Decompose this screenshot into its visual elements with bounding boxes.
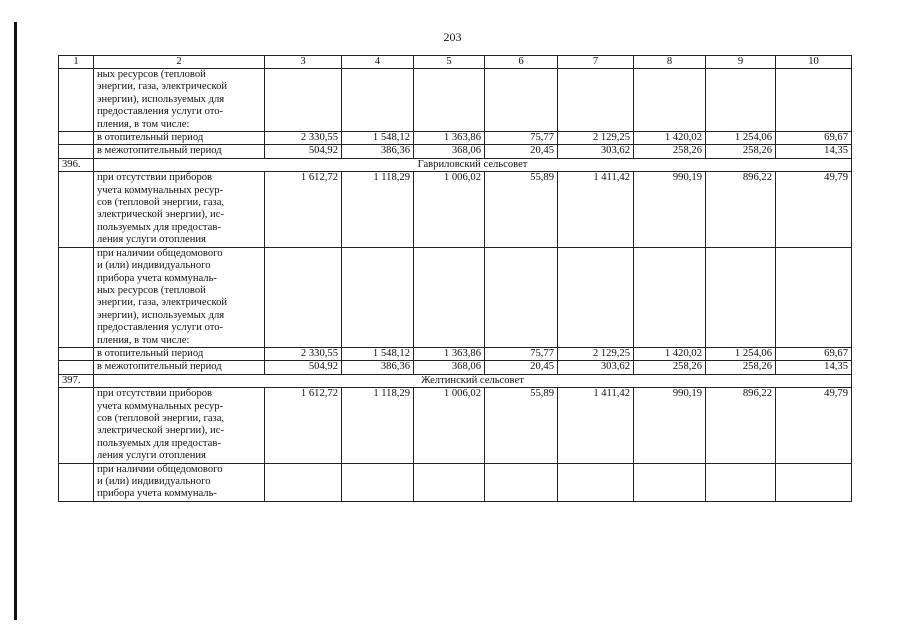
row-number-cell [59, 172, 94, 247]
value-cell: 49,79 [776, 172, 852, 247]
row-description: в межотопительный период [94, 145, 265, 158]
value-cell: 303,62 [558, 361, 634, 374]
row-number-cell [59, 347, 94, 360]
value-cell: 504,92 [265, 145, 342, 158]
description-line: сов (тепловой энергии, газа, [97, 412, 225, 424]
value-cell: 1 420,02 [634, 347, 706, 360]
section-number: 396. [59, 158, 94, 171]
description-line: энергии), используемых для [97, 309, 225, 321]
description-line: предоставления услуги ото- [97, 106, 224, 118]
value-cell: 1 411,42 [558, 388, 634, 463]
description-line: пользуемых для предостав- [97, 437, 221, 449]
tariff-table [58, 55, 852, 502]
value-cell [414, 463, 485, 501]
row-number-cell [59, 247, 94, 347]
row-description [94, 463, 265, 501]
value-cell: 1 548,12 [342, 132, 414, 145]
description-line: предоставления услуги ото- [97, 322, 224, 334]
column-header: 9 [706, 56, 776, 69]
value-cell [265, 69, 342, 132]
section-number: 397. [59, 374, 94, 387]
value-cell: 386,36 [342, 145, 414, 158]
column-header: 6 [485, 56, 558, 69]
value-cell: 1 363,86 [414, 347, 485, 360]
value-cell [776, 69, 852, 132]
table-body [59, 69, 852, 502]
row-number-cell [59, 388, 94, 463]
row-description: в межотопительный период [94, 361, 265, 374]
row-description [94, 172, 265, 247]
section-row [59, 158, 852, 171]
column-header: 4 [342, 56, 414, 69]
value-cell: 303,62 [558, 145, 634, 158]
value-cell [414, 247, 485, 347]
value-cell: 1 006,02 [414, 388, 485, 463]
value-cell: 75,77 [485, 132, 558, 145]
value-cell: 69,67 [776, 347, 852, 360]
value-cell [634, 69, 706, 132]
value-cell: 990,19 [634, 172, 706, 247]
value-cell [706, 247, 776, 347]
description-line: пользуемых для предостав- [97, 221, 221, 233]
description-row [59, 69, 852, 132]
value-cell [342, 247, 414, 347]
description-row [59, 463, 852, 501]
row-description: в отопительный период [94, 347, 265, 360]
value-cell: 2 129,25 [558, 132, 634, 145]
value-cell: 368,06 [414, 361, 485, 374]
value-cell: 1 411,42 [558, 172, 634, 247]
value-cell: 1 548,12 [342, 347, 414, 360]
description-line: прибора учета коммуналь- [97, 488, 217, 500]
value-cell: 1 420,02 [634, 132, 706, 145]
period-row [59, 347, 852, 360]
row-description [94, 388, 265, 463]
value-cell: 2 129,25 [558, 347, 634, 360]
description-line: ных ресурсов (тепловой [97, 284, 206, 296]
value-cell [485, 247, 558, 347]
description-line: и (или) индивидуального [97, 260, 211, 272]
value-cell [776, 247, 852, 347]
row-number-cell [59, 132, 94, 145]
description-line: электрической энергии), ис- [97, 209, 224, 221]
value-cell: 55,89 [485, 172, 558, 247]
period-row [59, 361, 852, 374]
value-cell: 1 254,06 [706, 132, 776, 145]
value-cell [485, 463, 558, 501]
value-cell [558, 247, 634, 347]
row-description: в отопительный период [94, 132, 265, 145]
section-title: Желтинский сельсовет [94, 374, 852, 387]
value-cell: 896,22 [706, 172, 776, 247]
value-cell: 75,77 [485, 347, 558, 360]
value-cell: 258,26 [706, 361, 776, 374]
period-row [59, 132, 852, 145]
row-number-cell [59, 69, 94, 132]
description-line: пления, в том числе: [97, 334, 190, 346]
description-line: и (или) индивидуального [97, 476, 211, 487]
value-cell [558, 69, 634, 132]
value-cell: 1 363,86 [414, 132, 485, 145]
description-line: прибора учета коммуналь- [97, 272, 217, 284]
description-line: сов (тепловой энергии, газа, [97, 197, 225, 209]
row-number-cell [59, 463, 94, 501]
row-description [94, 247, 265, 347]
column-header: 3 [265, 56, 342, 69]
description-line: учета коммунальных ресур- [97, 400, 224, 412]
value-cell: 2 330,55 [265, 132, 342, 145]
value-cell: 14,35 [776, 145, 852, 158]
value-cell: 386,36 [342, 361, 414, 374]
value-cell: 1 118,29 [342, 388, 414, 463]
value-cell: 20,45 [485, 361, 558, 374]
section-row [59, 374, 852, 387]
description-line: учета коммунальных ресур- [97, 184, 224, 196]
row-number-cell [59, 145, 94, 158]
description-line: при наличии общедомового [97, 463, 223, 475]
binding-line [14, 22, 17, 620]
column-header: 2 [94, 56, 265, 69]
description-line: энергии, газа, электрической [97, 297, 228, 309]
value-cell: 20,45 [485, 145, 558, 158]
description-line: при отсутствии приборов [97, 172, 213, 184]
value-cell [265, 463, 342, 501]
column-header: 5 [414, 56, 485, 69]
value-cell: 258,26 [634, 361, 706, 374]
description-line: ления услуги отопления [97, 234, 206, 246]
description-line: при отсутствии приборов [97, 388, 213, 400]
description-row [59, 388, 852, 463]
value-cell: 1 254,06 [706, 347, 776, 360]
value-cell: 258,26 [706, 145, 776, 158]
description-line: электрической энергии), ис- [97, 425, 224, 437]
value-cell: 49,79 [776, 388, 852, 463]
value-cell [634, 463, 706, 501]
value-cell [706, 69, 776, 132]
value-cell: 1 612,72 [265, 388, 342, 463]
value-cell: 368,06 [414, 145, 485, 158]
description-row [59, 247, 852, 347]
description-line: ных ресурсов (тепловой [97, 69, 206, 80]
value-cell [414, 69, 485, 132]
value-cell [342, 69, 414, 132]
description-line: энергии), используемых для [97, 93, 225, 105]
value-cell [706, 463, 776, 501]
value-cell: 1 118,29 [342, 172, 414, 247]
description-line: пления, в том числе: [97, 118, 190, 130]
value-cell: 14,35 [776, 361, 852, 374]
value-cell: 55,89 [485, 388, 558, 463]
header-row [59, 56, 852, 69]
description-line: при наличии общедомового [97, 247, 223, 259]
value-cell: 504,92 [265, 361, 342, 374]
row-description [94, 69, 265, 132]
value-cell: 990,19 [634, 388, 706, 463]
row-number-cell [59, 361, 94, 374]
value-cell: 69,67 [776, 132, 852, 145]
column-header: 1 [59, 56, 94, 69]
column-header: 7 [558, 56, 634, 69]
value-cell [485, 69, 558, 132]
page-number: 203 [443, 30, 462, 44]
period-row [59, 145, 852, 158]
description-line: энергии, газа, электрической [97, 81, 228, 93]
value-cell [342, 463, 414, 501]
column-header: 10 [776, 56, 852, 69]
value-cell [558, 463, 634, 501]
value-cell: 896,22 [706, 388, 776, 463]
column-header: 8 [634, 56, 706, 69]
value-cell: 1 006,02 [414, 172, 485, 247]
value-cell: 258,26 [634, 145, 706, 158]
value-cell: 1 612,72 [265, 172, 342, 247]
value-cell [776, 463, 852, 501]
value-cell [265, 247, 342, 347]
description-row [59, 172, 852, 247]
value-cell [634, 247, 706, 347]
description-line: ления услуги отопления [97, 450, 206, 462]
section-title: Гавриловский сельсовет [94, 158, 852, 171]
value-cell: 2 330,55 [265, 347, 342, 360]
